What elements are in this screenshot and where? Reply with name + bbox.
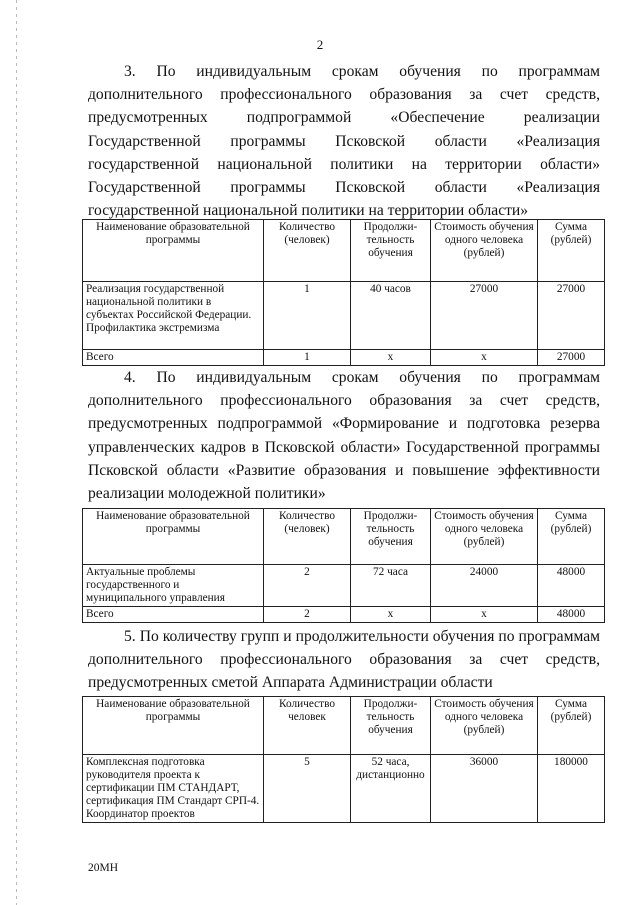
cell-total-label: Всего: [83, 607, 264, 623]
cell-cost: 27000: [431, 282, 538, 350]
header-duration: Продолжи-тельность обучения: [351, 220, 431, 282]
cell-count: 1: [264, 282, 351, 350]
section-4-text: 4. По индивидуальным срокам обучения по программам дополнительного профессионального образования за счет средств, предусмотренных подпрограммой «Формирование и подготовка резерва управленческих кадров в Псковской области» Государственной программы Псковской области «Развитие образования и повышение эффективности реализации молодежной политики»: [88, 369, 600, 503]
header-count: Количество (человек): [264, 509, 351, 565]
cell-sum: 27000: [538, 350, 605, 366]
header-sum: Сумма (рублей): [538, 509, 605, 565]
header-cost: Стоимость обучения одного человека (рублей): [431, 220, 538, 282]
table-row: [83, 565, 605, 607]
cell-cost: 36000: [431, 755, 538, 823]
table-header-row: [83, 509, 605, 565]
header-sum: Сумма (рублей): [538, 220, 605, 282]
section-3-table: [82, 219, 605, 366]
scan-edge-border: [16, 0, 17, 905]
page-number: 2: [316, 37, 324, 52]
section-5-text: 5. По количеству групп и продолжительности обучения по программам дополнительного профессионального образования за счет средств, предусмотренных сметой Аппарата Администрации области: [88, 628, 600, 692]
cell-program: Комплексная подготовка руководителя проекта к сертификации ПМ СТАНДАРТ, сертификация ПМ Стандарт СРП-4. Координатор проектов: [83, 755, 264, 823]
section-3-text: 3. По индивидуальным срокам обучения по программам дополнительного профессионального образования за счет средств, предусмотренных подпрограммой «Обеспечение реализации Государственной программы Псковской области «Реализация государственной национальной политики на территории области» Государственной программы Псковской области «Реализация государственной национальной политики на территории области»: [88, 63, 600, 220]
section-5-paragraph: [88, 625, 600, 695]
cell-sum: 48000: [538, 607, 605, 623]
cell-count: 2: [264, 565, 351, 607]
table-row: [83, 755, 605, 823]
cell-count: 2: [264, 607, 351, 623]
cell-duration: 72 часа: [351, 565, 431, 607]
header-count: Количество человек: [264, 697, 351, 755]
cell-sum: 180000: [538, 755, 605, 823]
header-program: Наименование образовательной программы: [83, 697, 264, 755]
header-program: Наименование образовательной программы: [83, 220, 264, 282]
header-cost: Стоимость обучения одного человека (рублей): [431, 697, 538, 755]
header-program: Наименование образовательной программы: [83, 509, 264, 565]
cell-sum: 48000: [538, 565, 605, 607]
cell-cost: 24000: [431, 565, 538, 607]
table-total-row: [83, 607, 605, 623]
cell-sum: 27000: [538, 282, 605, 350]
header-duration: Продолжи-тельность обучения: [351, 509, 431, 565]
footer-code: 20МН: [88, 862, 119, 874]
header-cost: Стоимость обучения одного человека (рублей): [431, 509, 538, 565]
section-5-table: [82, 696, 605, 823]
cell-duration: 52 часа, дистанционно: [351, 755, 431, 823]
cell-cost: х: [431, 607, 538, 623]
cell-duration: 40 часов: [351, 282, 431, 350]
section-3-paragraph: [88, 60, 600, 222]
header-count: Количество (человек): [264, 220, 351, 282]
cell-duration: х: [351, 350, 431, 366]
cell-count: 5: [264, 755, 351, 823]
table-header-row: [83, 220, 605, 282]
table-row: [83, 282, 605, 350]
section-4-table: [82, 508, 605, 623]
cell-duration: х: [351, 607, 431, 623]
table-header-row: [83, 697, 605, 755]
header-duration: Продолжи-тельность обучения: [351, 697, 431, 755]
section-4-paragraph: [88, 366, 600, 505]
cell-cost: х: [431, 350, 538, 366]
cell-program: Реализация государственной национальной политики в субъектах Российской Федерации. Профилактика экстремизма: [83, 282, 264, 350]
header-sum: Сумма (рублей): [538, 697, 605, 755]
table-total-row: [83, 350, 605, 366]
cell-program: Актуальные проблемы государственного и муниципального управления: [83, 565, 264, 607]
cell-total-label: Всего: [83, 350, 264, 366]
cell-count: 1: [264, 350, 351, 366]
